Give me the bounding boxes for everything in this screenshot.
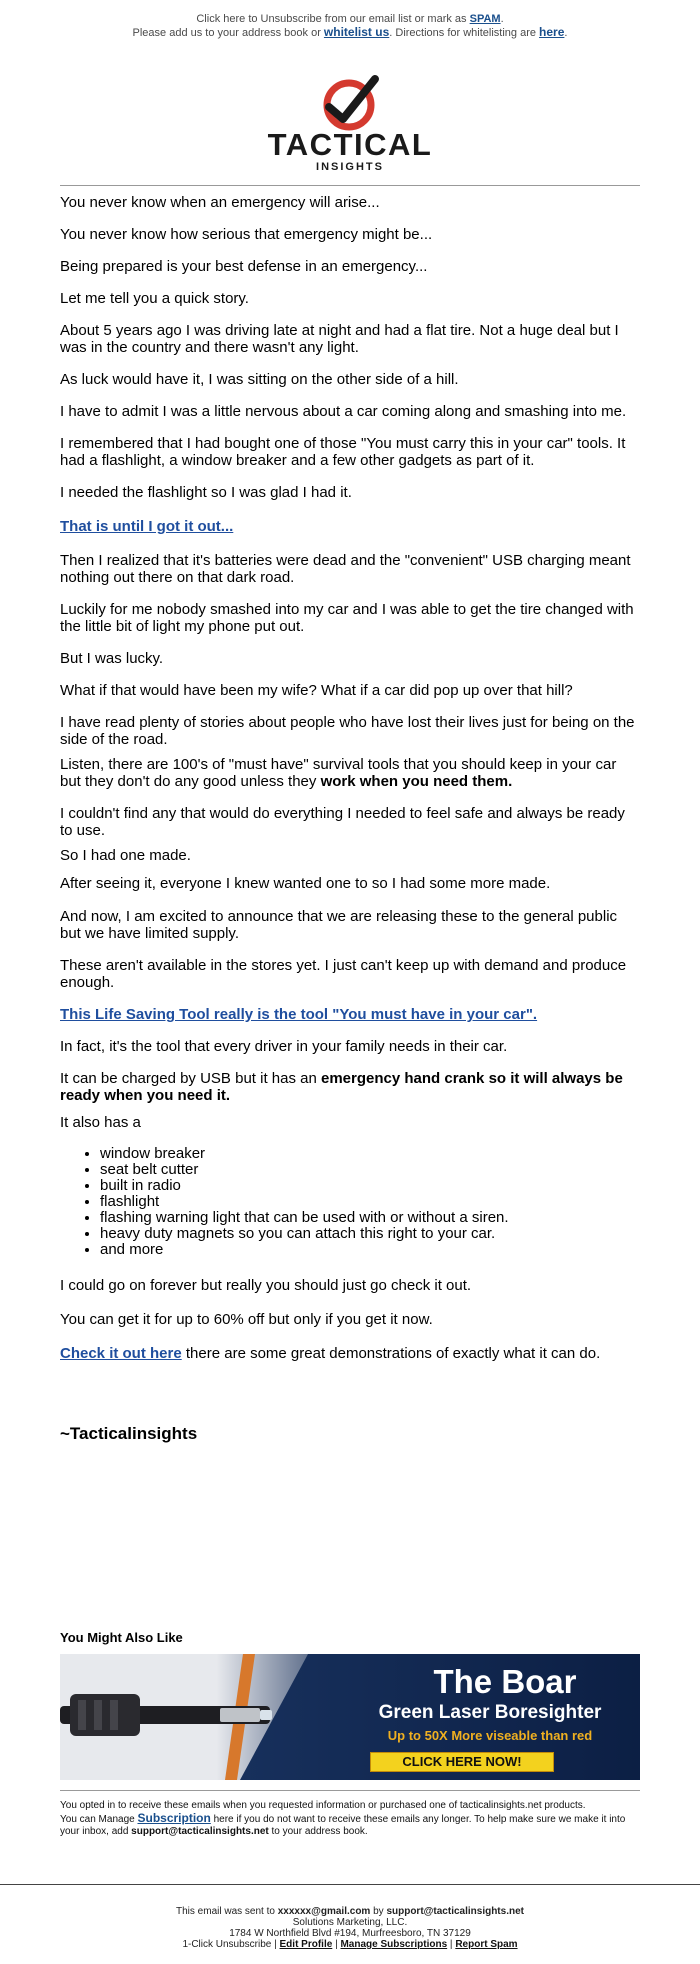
manage-subscription-link[interactable]: Subscription	[137, 1811, 211, 1825]
list-item: • and more	[100, 1242, 640, 1258]
paragraph: I couldn't find any that would do everything I needed to feel safe and always be ready to use.	[60, 805, 625, 839]
story-link[interactable]: That is until I got it out...	[60, 518, 234, 535]
note-text: You can Manage	[60, 1814, 138, 1825]
company-address: 1784 W Northfield Blvd #194, Murfreesboro, TN 37129	[229, 1928, 471, 1939]
recipient-email: xxxxxx@gmail.com	[277, 1906, 371, 1917]
paragraph-emphasis: emergency hand crank so it will always be ready when you need it.	[60, 1070, 623, 1104]
paragraph: As luck would have it, I was sitting on the other side of a hill.	[60, 371, 459, 388]
opt-in-line: You opted in to receive these emails when you requested information or purchased one of tacticalinsights.net products.	[60, 1800, 586, 1811]
paragraph: So I had one made.	[60, 847, 191, 864]
banner-subtitle: Green Laser Boresighter	[378, 1702, 602, 1723]
separator: |	[332, 1939, 341, 1950]
footer-text: This email was sent to	[176, 1906, 278, 1917]
paragraph: What if that would have been my wife? What if a car did pop up over that hill?	[60, 682, 573, 699]
check-it-out-link[interactable]: Check it out here	[60, 1345, 182, 1362]
footer-divider	[60, 1790, 640, 1791]
paragraph: You never know how serious that emergency might be...	[60, 226, 433, 243]
paragraph: But I was lucky.	[60, 650, 164, 667]
whitelist-link[interactable]: whitelist us	[323, 25, 390, 39]
paragraph: Let me tell you a quick story.	[60, 290, 249, 307]
rifle-barrel-icon	[60, 1676, 280, 1756]
support-email: support@tacticalinsights.net	[131, 1826, 269, 1837]
list-item: • flashing warning light that can be used with or without a siren.	[100, 1210, 640, 1226]
preheader-punct-2: .	[564, 27, 568, 39]
list-item: • seat belt cutter	[100, 1162, 640, 1178]
banner-tagline: Up to 50X More viseable than red	[387, 1728, 593, 1743]
list-item: • built in radio	[100, 1178, 640, 1194]
opt-in-note	[60, 1800, 640, 1838]
spam-link[interactable]: SPAM	[469, 13, 501, 25]
paragraph: After seeing it, everyone I knew wanted one to so I had some more made.	[60, 875, 551, 892]
paragraph	[60, 1345, 640, 1362]
paragraph: I could go on forever but really you should just go check it out.	[60, 1277, 472, 1294]
edit-profile-link[interactable]: Edit Profile	[279, 1939, 333, 1950]
banner-cta-button[interactable]: CLICK HERE NOW!	[370, 1752, 554, 1772]
list-item: • heavy duty magnets so you can attach this right to your car.	[100, 1226, 640, 1242]
paragraph: It also has a	[60, 1114, 141, 1131]
one-click-unsubscribe[interactable]: 1-Click Unsubscribe	[182, 1939, 272, 1950]
manage-line	[60, 1812, 640, 1838]
list-item: • window breaker	[100, 1146, 640, 1162]
unsubscribe-text[interactable]: Click here to Unsubscribe from our email list or mark as	[196, 13, 470, 25]
signature: ~Tacticalinsights	[60, 1424, 198, 1443]
product-link[interactable]: This Life Saving Tool really is the tool "You must have in your car".	[60, 1006, 538, 1023]
paragraph: You never know when an emergency will arise...	[60, 194, 380, 211]
logo-wordmark: TACTICAL	[267, 127, 433, 162]
paragraph: And now, I am excited to announce that we are releasing these to the general public but we have limited supply.	[60, 908, 618, 942]
paragraph-emphasis: work when you need them.	[320, 773, 513, 790]
banner-title: The Boar	[433, 1663, 577, 1700]
sender-email: support@tacticalinsights.net	[386, 1906, 524, 1917]
note-text-3: to your address book.	[268, 1826, 368, 1837]
report-spam-link[interactable]: Report Spam	[455, 1939, 518, 1950]
paragraph: Then I realized that it's batteries were dead and the "convenient" USB charging meant nothing out there on that dark road.	[60, 552, 631, 586]
paragraph-text: It can be charged by USB but it has an	[60, 1070, 321, 1087]
separator: |	[447, 1939, 456, 1950]
bottom-divider	[0, 1884, 700, 1885]
preheader-text-mid: . Directions for whitelisting are	[389, 27, 540, 39]
footer-links	[0, 1939, 700, 1950]
paragraph-text: there are some great demonstrations of exactly what it can do.	[181, 1345, 601, 1362]
preheader-line-2	[0, 26, 700, 40]
company-name: Solutions Marketing, LLC.	[292, 1917, 408, 1928]
paragraph: Luckily for me nobody smashed into my car and I was able to get the tire changed with the little bit of light my phone put out.	[60, 601, 634, 635]
paragraph: You can get it for up to 60% off but only if you get it now.	[60, 1311, 433, 1328]
preheader-text: Please add us to your address book or	[132, 27, 324, 39]
preheader-punct: .	[500, 13, 504, 25]
paragraph: Being prepared is your best defense in an emergency...	[60, 258, 428, 275]
paragraph	[60, 756, 640, 790]
preheader	[0, 0, 700, 40]
list-item: • flashlight	[100, 1194, 640, 1210]
also-like-heading: You Might Also Like	[60, 1630, 183, 1645]
sent-line	[0, 1906, 700, 1917]
paragraph: I needed the flashlight so I was glad I had it.	[60, 484, 352, 501]
paragraph-text: Listen, there are 100's of "must have" survival tools that you should keep in your car but they don't do any good unless they	[60, 756, 617, 790]
brand-logo	[0, 40, 700, 180]
paragraph: In fact, it's the tool that every driver in your family needs in their car.	[60, 1038, 508, 1055]
paragraph: About 5 years ago I was driving late at night and had a flat tire. Not a huge deal but I was in the country and there wasn't any light.	[60, 322, 619, 356]
note-text-2: here if you do not want to receive these emails any longer. To help make sure we make it into your inbox, add	[60, 1814, 626, 1837]
whitelist-directions-link[interactable]: here	[539, 25, 565, 39]
feature-list	[60, 1146, 640, 1258]
email-footer	[0, 1906, 700, 1950]
separator: |	[271, 1939, 280, 1950]
paragraph: I have to admit I was a little nervous about a car coming along and smashing into me.	[60, 403, 627, 420]
paragraph: I have read plenty of stories about people who have lost their lives just for being on the side of the road.	[60, 714, 635, 748]
paragraph: These aren't available in the stores yet. I just can't keep up with demand and produce enough.	[60, 957, 627, 991]
email-body	[0, 186, 700, 1442]
paragraph	[60, 1070, 640, 1104]
footer-text-by: by	[370, 1906, 387, 1917]
target-check-icon	[315, 73, 385, 131]
manage-subscriptions-link[interactable]: Manage Subscriptions	[340, 1939, 448, 1950]
logo-subtitle: INSIGHTS	[316, 161, 384, 173]
paragraph: I remembered that I had bought one of those "You must carry this in your car" tools. It had a flashlight, a window breaker and a few other gadgets as part of it.	[60, 435, 626, 469]
promo-banner[interactable]	[60, 1654, 640, 1780]
